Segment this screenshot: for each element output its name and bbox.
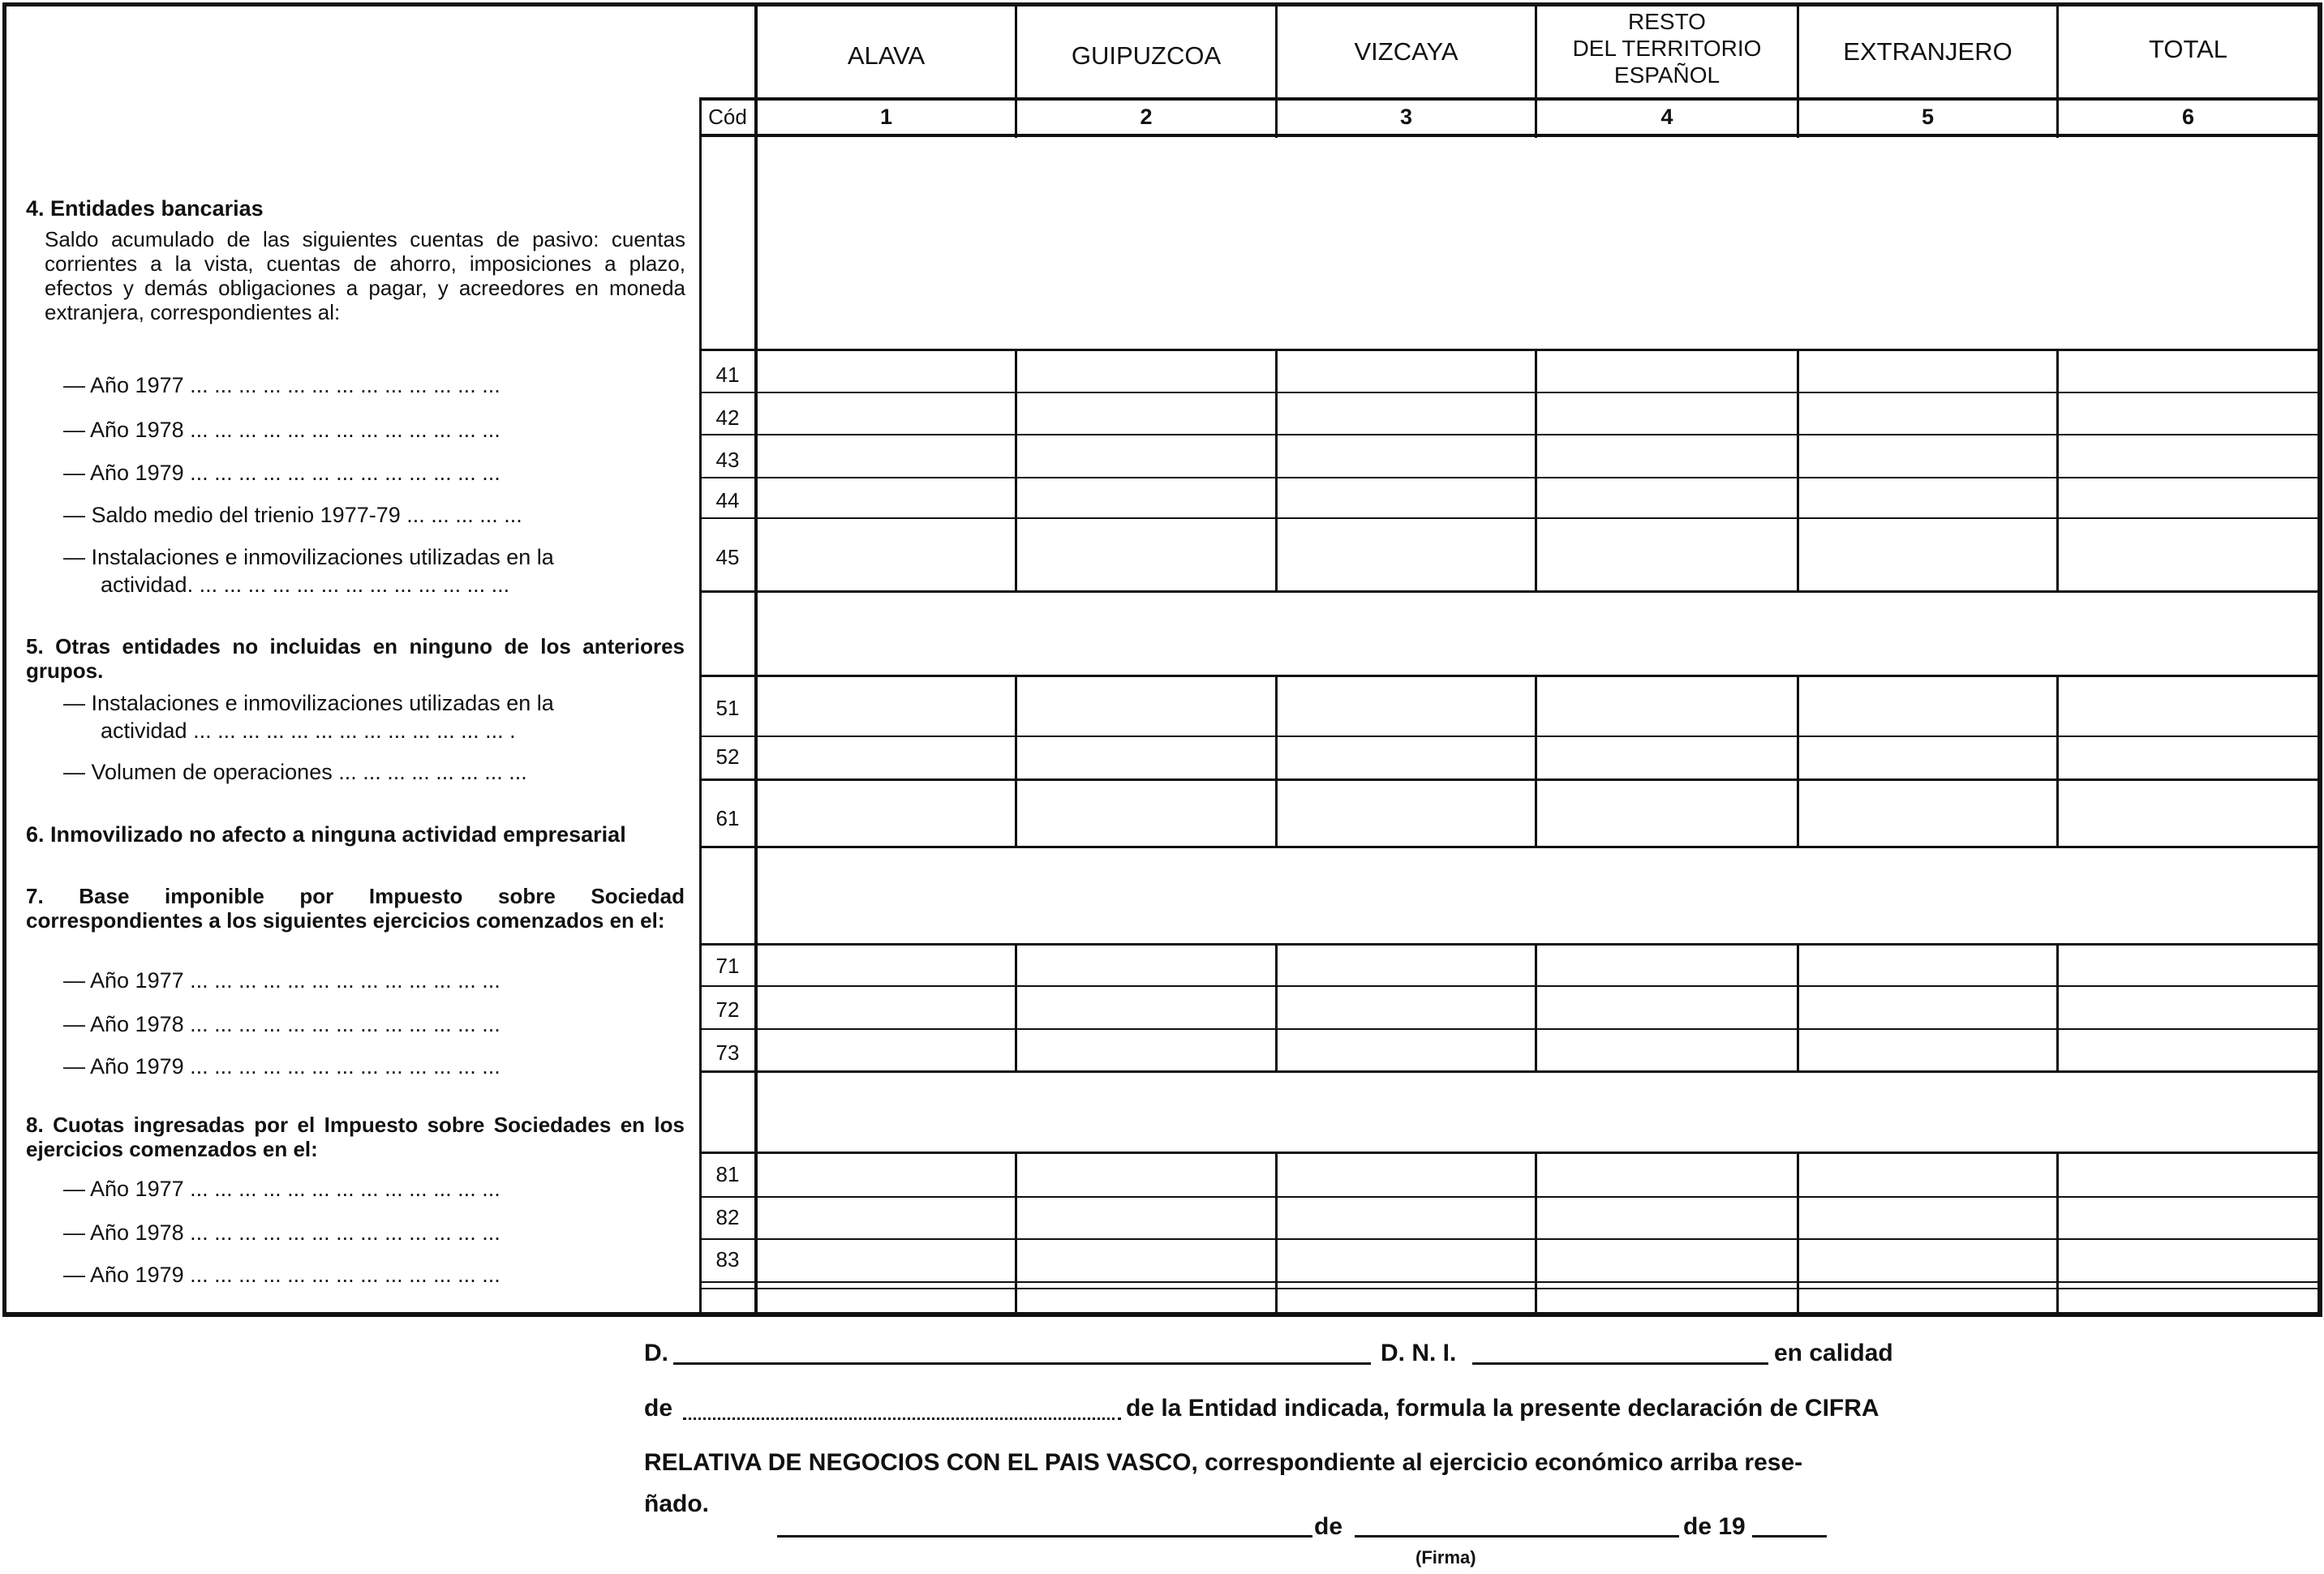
- column-line: [1015, 943, 1017, 1070]
- footer-de19: de 19: [1683, 1513, 1746, 1540]
- column-line: [1275, 349, 1278, 590]
- column-line: [1275, 675, 1278, 778]
- col-header-guipuzcoa: GUIPUZCOA: [1071, 41, 1222, 70]
- frame-bottom: [2, 1312, 2322, 1317]
- row-61-code: 61: [715, 806, 740, 830]
- row-line: [699, 736, 2318, 737]
- dni-field[interactable]: [1472, 1362, 1768, 1365]
- column-line: [1797, 349, 1799, 590]
- row-line: [699, 434, 2318, 435]
- column-line: [1797, 675, 1799, 778]
- column-line: [1797, 1152, 1799, 1314]
- row-44-label: — Saldo medio del trienio 1977-79 ... ... ... ... ...: [63, 503, 522, 527]
- row-52-label: — Volumen de operaciones ... ... ... ... ... ... ... ...: [63, 760, 527, 784]
- row-81-label: — Año 1977 ... ... ... ... ... ... ... ... ... ... ... ... ...: [63, 1177, 500, 1201]
- column-line: [1015, 1152, 1017, 1314]
- row-51-label: — Instalaciones e inmovilizaciones utilizadas en la: [63, 691, 554, 715]
- row-51-code: 51: [715, 696, 740, 720]
- block-top: [699, 1152, 2318, 1154]
- frame-top: [2, 2, 2322, 6]
- column-line: [2056, 1152, 2059, 1314]
- footer-line2: de la Entidad indicada, formula la presente declaración de CIFRA: [1126, 1395, 1879, 1422]
- row-42-code: 42: [715, 405, 740, 430]
- block-top: [699, 943, 2318, 946]
- row-45-label-cont: actividad. ... ... ... ... ... ... ... ... ... ... ... ... ...: [101, 573, 510, 597]
- column-line: [1535, 675, 1537, 778]
- footer-de2: de: [1314, 1513, 1343, 1540]
- column-line: [1275, 778, 1278, 846]
- row-line: [699, 392, 2318, 393]
- footer-dni-label: D. N. I.: [1381, 1340, 1457, 1366]
- signature-caption: (Firma): [1415, 1547, 1476, 1568]
- place-field[interactable]: [777, 1535, 1312, 1538]
- col-number-2: 2: [1140, 105, 1153, 129]
- row-72-label: — Año 1978 ... ... ... ... ... ... ... ... ... ... ... ... ...: [63, 1012, 500, 1036]
- row-44-code: 44: [715, 488, 740, 513]
- row-83-code: 83: [715, 1247, 740, 1272]
- section-5-title: 5. Otras entidades no incluidas en ninguno de los anteriores grupos.: [26, 634, 685, 683]
- column-line: [2056, 778, 2059, 846]
- row-line: [699, 517, 2318, 519]
- block-top: [699, 778, 2318, 781]
- row-81-code: 81: [715, 1162, 740, 1186]
- column-line: [2056, 675, 2059, 778]
- column-line: [1535, 1152, 1537, 1314]
- col-header-extranjero: EXTRANJERO: [1843, 37, 2013, 66]
- column-line: [2056, 943, 2059, 1070]
- section-4-description: Saldo acumulado de las siguientes cuentas de pasivo: cuentas corrientes a la vista, cuentas de ahorro, imposiciones a plazo, efectos y demás obligaciones a pagar, y acreedores en moneda extranjera, correspondientes al:: [45, 227, 685, 324]
- header-bottom: [699, 134, 2320, 137]
- column-line: [1535, 349, 1537, 590]
- column-line: [1275, 1152, 1278, 1314]
- footer-line4: ñado.: [644, 1490, 709, 1517]
- column-line: [1535, 943, 1537, 1070]
- row-82-code: 82: [715, 1205, 740, 1229]
- col-header-alava: ALAVA: [847, 41, 926, 70]
- name-field[interactable]: [673, 1362, 1371, 1365]
- row-line: [699, 1281, 2318, 1283]
- capacity-field[interactable]: [683, 1417, 1121, 1420]
- col-header-total: TOTAL: [2148, 35, 2228, 63]
- row-line: [699, 1288, 2318, 1289]
- footer-d-label: D.: [644, 1340, 668, 1366]
- section-separator: [699, 846, 2318, 848]
- section-8-title: 8. Cuotas ingresadas por el Impuesto sobre Sociedades en los ejercicios comenzados en el:: [26, 1113, 685, 1161]
- footer-de-label: de: [644, 1395, 673, 1422]
- col-number-1: 1: [879, 105, 893, 129]
- row-83-label: — Año 1979 ... ... ... ... ... ... ... ... ... ... ... ... ...: [63, 1263, 500, 1287]
- column-line: [1015, 675, 1017, 778]
- section-separator: [699, 1070, 2318, 1073]
- row-82-label: — Año 1978 ... ... ... ... ... ... ... ... ... ... ... ... ...: [63, 1220, 500, 1245]
- date-field[interactable]: [1355, 1535, 1679, 1538]
- row-72-code: 72: [715, 997, 740, 1022]
- section-separator: [699, 590, 2318, 593]
- row-43-label: — Año 1979 ... ... ... ... ... ... ... ... ... ... ... ... ...: [63, 461, 500, 485]
- row-45-label: — Instalaciones e inmovilizaciones utilizadas en la: [63, 545, 554, 569]
- block-top: [699, 349, 2318, 351]
- section-6-title: 6. Inmovilizado no afecto a ninguna actividad empresarial: [26, 822, 626, 847]
- frame-left: [2, 2, 6, 1317]
- footer-line3: RELATIVA DE NEGOCIOS CON EL PAIS VASCO, correspondiente al ejercicio económico arriba rese-: [644, 1449, 1803, 1476]
- col-number-6: 6: [2181, 105, 2195, 129]
- row-73-label: — Año 1979 ... ... ... ... ... ... ... ... ... ... ... ... ...: [63, 1054, 500, 1079]
- row-73-code: 73: [715, 1040, 740, 1065]
- col-number-5: 5: [1921, 105, 1935, 129]
- header-divider: [699, 97, 2320, 101]
- block-top: [699, 675, 2318, 677]
- section-4-title: 4. Entidades bancarias: [26, 196, 264, 221]
- code-header: Cód: [708, 105, 747, 129]
- column-line: [1535, 778, 1537, 846]
- col-number-4: 4: [1660, 105, 1673, 129]
- column-line: [1015, 778, 1017, 846]
- row-71-code: 71: [715, 954, 740, 978]
- row-line: [699, 1196, 2318, 1198]
- row-45-code: 45: [715, 545, 740, 569]
- col1-left: [754, 2, 758, 1314]
- col-header-vizcaya: VIZCAYA: [1354, 37, 1458, 66]
- row-71-label: — Año 1977 ... ... ... ... ... ... ... ... ... ... ... ... ...: [63, 968, 500, 993]
- row-line: [699, 1238, 2318, 1240]
- row-41-label: — Año 1977 ... ... ... ... ... ... ... ... ... ... ... ... ...: [63, 373, 500, 397]
- column-line: [1797, 943, 1799, 1070]
- column-line: [1015, 349, 1017, 590]
- row-line: [699, 1028, 2318, 1030]
- row-line: [699, 477, 2318, 478]
- column-line: [1797, 778, 1799, 846]
- column-line: [1275, 943, 1278, 1070]
- col-number-3: 3: [1399, 105, 1413, 129]
- section-7-title: 7. Base imponible por Impuesto sobre Sociedad correspondientes a los siguientes ejercicios comenzados en el:: [26, 884, 685, 933]
- col-header-resto: RESTO DEL TERRITORIO ESPAÑOL: [1572, 9, 1762, 88]
- row-line: [699, 985, 2318, 987]
- row-42-label: — Año 1978 ... ... ... ... ... ... ... ... ... ... ... ... ...: [63, 418, 500, 442]
- row-43-code: 43: [715, 448, 740, 472]
- row-52-code: 52: [715, 744, 740, 769]
- year-field[interactable]: [1752, 1535, 1827, 1538]
- row-41-code: 41: [715, 362, 740, 387]
- column-line: [2056, 349, 2059, 590]
- frame-right: [2318, 2, 2322, 1317]
- footer-en-calidad: en calidad: [1774, 1340, 1893, 1366]
- row-51-label-cont: actividad ... ... ... ... ... ... ... ... ... ... ... ... ... .: [101, 718, 516, 743]
